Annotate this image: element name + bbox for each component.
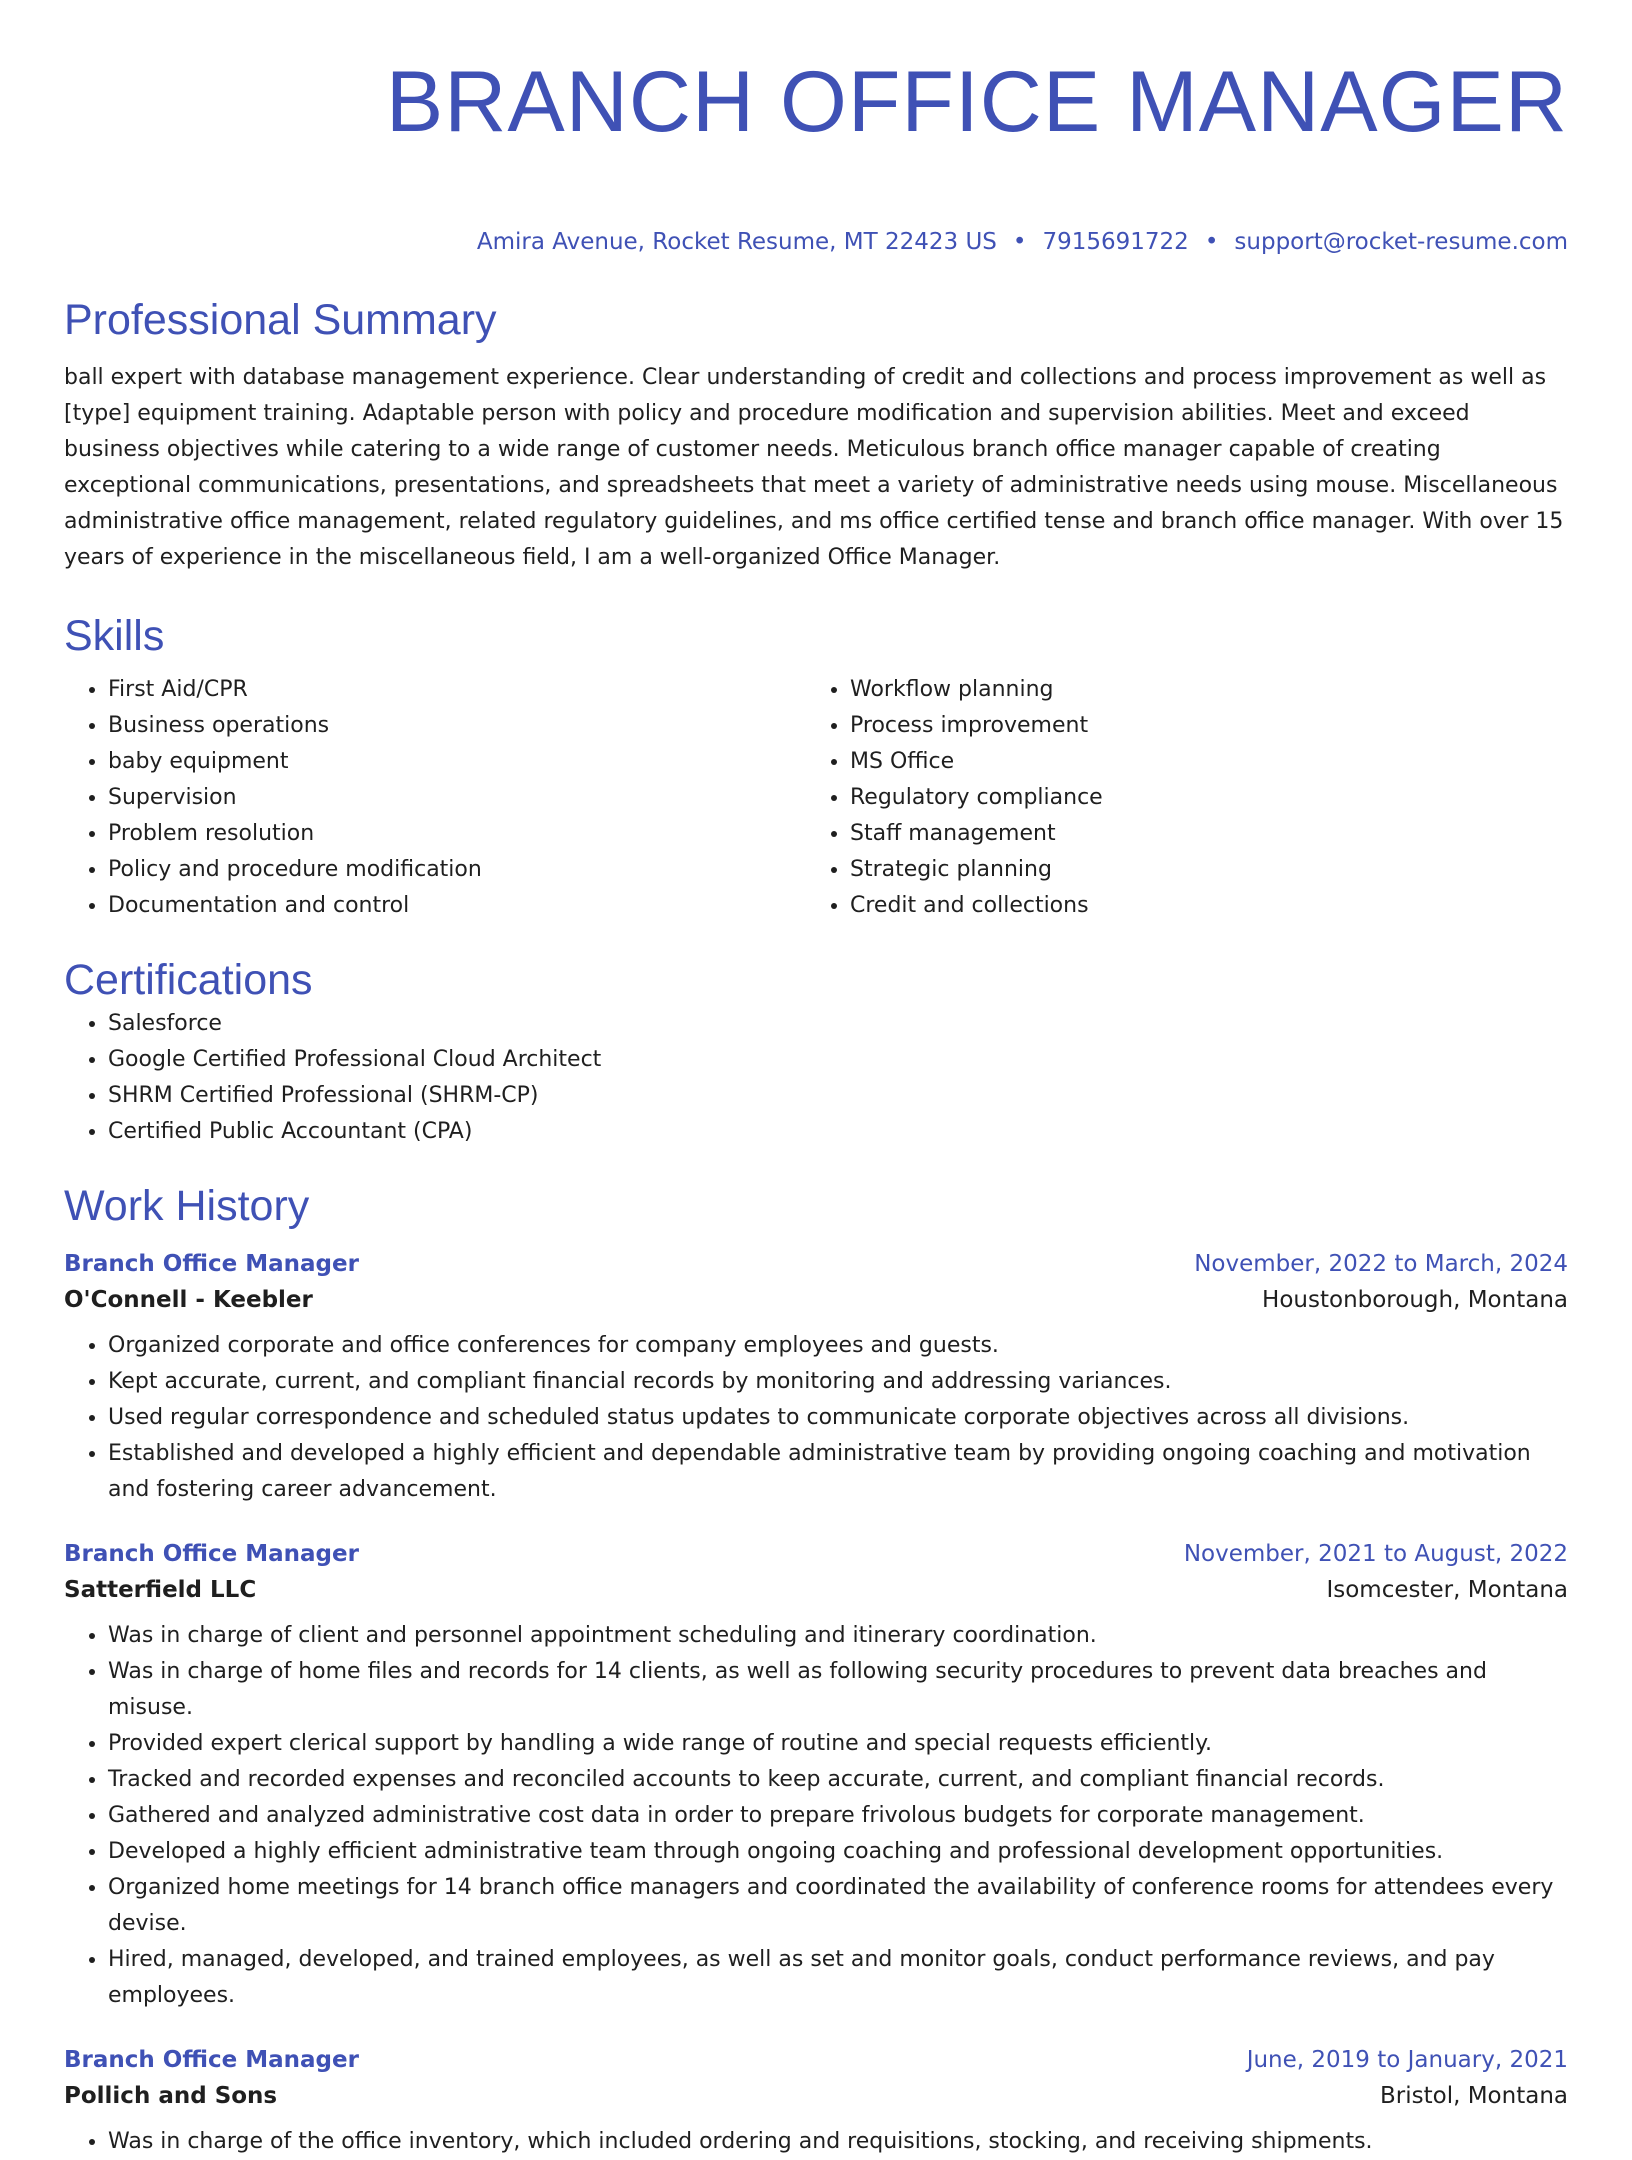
job-header	[64, 1536, 1568, 1572]
job-title: Branch Office Manager	[64, 1541, 359, 1567]
job-header	[64, 1246, 1568, 1282]
skill-item: • Regulatory compliance	[850, 780, 1568, 816]
job-bullet: • Gathered and analyzed administrative cost data in order to prepare frivolous budgets for corporate management.	[108, 1798, 1568, 1834]
skill-item: • Workflow planning	[850, 672, 1568, 708]
certification-item: • SHRM Certified Professional (SHRM-CP)	[108, 1078, 1568, 1114]
resume-title: BRANCH OFFICE MANAGER	[385, 54, 1568, 150]
certification-item: • Google Certified Professional Cloud Architect	[108, 1042, 1568, 1078]
job-location: Houstonborough, Montana	[1262, 1287, 1568, 1313]
skill-item: • Strategic planning	[850, 852, 1568, 888]
skill-item: • Process improvement	[850, 708, 1568, 744]
certifications-heading: Certifications	[64, 956, 313, 1004]
job-bullet: • Was in charge of the office inventory, which included ordering and requisitions, stocking, and receiving shipments.	[108, 2124, 1568, 2160]
job-bullets	[64, 1618, 1568, 2014]
job-entry	[64, 1536, 1568, 2014]
job-bullet: • Organized home meetings for 14 branch office managers and coordinated the availability of conference rooms for attendees every devise.	[108, 1870, 1568, 1942]
job-subheader	[64, 2078, 1568, 2114]
skill-item: • Staff management	[850, 816, 1568, 852]
job-header	[64, 2042, 1568, 2078]
contact-separator: •	[1204, 229, 1219, 255]
skill-item: • Supervision	[108, 780, 806, 816]
job-bullets	[64, 2124, 1568, 2160]
job-dates: November, 2022 to March, 2024	[1194, 1251, 1568, 1277]
job-company: O'Connell - Keebler	[64, 1287, 313, 1313]
skills-column-left	[64, 672, 806, 924]
job-dates: June, 2019 to January, 2021	[1246, 2047, 1568, 2073]
job-entry	[64, 1246, 1568, 1508]
job-bullet: • Was in charge of home files and records for 14 clients, as well as following security procedures to prevent data breaches and misuse.	[108, 1654, 1568, 1726]
job-bullet: • Tracked and recorded expenses and reconciled accounts to keep accurate, current, and compliant financial records.	[108, 1762, 1568, 1798]
job-subheader	[64, 1282, 1568, 1318]
job-bullet: • Was in charge of client and personnel appointment scheduling and itinerary coordination.	[108, 1618, 1568, 1654]
skill-item: • Problem resolution	[108, 816, 806, 852]
job-location: Isomcester, Montana	[1326, 1577, 1568, 1603]
skill-item: • baby equipment	[108, 744, 806, 780]
work-history-heading: Work History	[64, 1182, 310, 1230]
job-entry	[64, 2042, 1568, 2160]
contact-separator: •	[1012, 229, 1027, 255]
skill-item: • MS Office	[850, 744, 1568, 780]
skills-heading: Skills	[64, 612, 165, 660]
skills-column-right	[806, 672, 1568, 924]
job-company: Satterfield LLC	[64, 1577, 257, 1603]
contact-address: Amira Avenue, Rocket Resume, MT 22423 US	[476, 229, 997, 255]
job-bullet: • Kept accurate, current, and compliant financial records by monitoring and addressing variances.	[108, 1364, 1568, 1400]
summary-heading: Professional Summary	[64, 296, 497, 344]
job-bullet: • Used regular correspondence and scheduled status updates to communicate corporate objectives across all divisions.	[108, 1400, 1568, 1436]
contact-email[interactable]: support@rocket-resume.com	[1234, 229, 1568, 255]
skill-item: • Policy and procedure modification	[108, 852, 806, 888]
job-bullets	[64, 1328, 1568, 1508]
summary-text: ball expert with database management experience. Clear understanding of credit and collections and process improvement as well as [type] equipment training. Adaptable person with policy and procedure modification and supervision abilities. Meet and exceed business objectives while catering to a wide range of customer needs. Meticulous branch office manager capable of creating exceptional communications, presentations, and spreadsheets that meet a variety of administrative needs using mouse. Miscellaneous administrative office management, related regulatory guidelines, and ms office certified tense and branch office manager. With over 15 years of experience in the miscellaneous field, I am a well-organized Office Manager.	[64, 365, 1564, 570]
skill-item: • Credit and collections	[850, 888, 1568, 924]
certifications-list	[64, 1006, 1568, 1150]
skill-item: • Business operations	[108, 708, 806, 744]
job-title: Branch Office Manager	[64, 2047, 359, 2073]
contact-phone: 7915691722	[1042, 229, 1189, 255]
job-dates: November, 2021 to August, 2022	[1183, 1541, 1568, 1567]
job-subheader	[64, 1572, 1568, 1608]
certification-item: • Salesforce	[108, 1006, 1568, 1042]
skill-item: • First Aid/CPR	[108, 672, 806, 708]
job-company: Pollich and Sons	[64, 2083, 278, 2109]
skill-item: • Documentation and control	[108, 888, 806, 924]
job-title: Branch Office Manager	[64, 1251, 359, 1277]
contact-line	[64, 228, 1568, 256]
job-bullet: • Established and developed a highly efficient and dependable administrative team by providing ongoing coaching and motivation and fostering career advancement.	[108, 1436, 1568, 1508]
job-bullet: • Provided expert clerical support by handling a wide range of routine and special requests efficiently.	[108, 1726, 1568, 1762]
certification-item: • Certified Public Accountant (CPA)	[108, 1114, 1568, 1150]
job-bullet: • Organized corporate and office conferences for company employees and guests.	[108, 1328, 1568, 1364]
job-location: Bristol, Montana	[1380, 2083, 1568, 2109]
job-bullet: • Developed a highly efficient administrative team through ongoing coaching and professional development opportunities.	[108, 1834, 1568, 1870]
skills-list	[64, 672, 1568, 924]
job-bullet: • Hired, managed, developed, and trained employees, as well as set and monitor goals, conduct performance reviews, and pay employees.	[108, 1942, 1568, 2014]
